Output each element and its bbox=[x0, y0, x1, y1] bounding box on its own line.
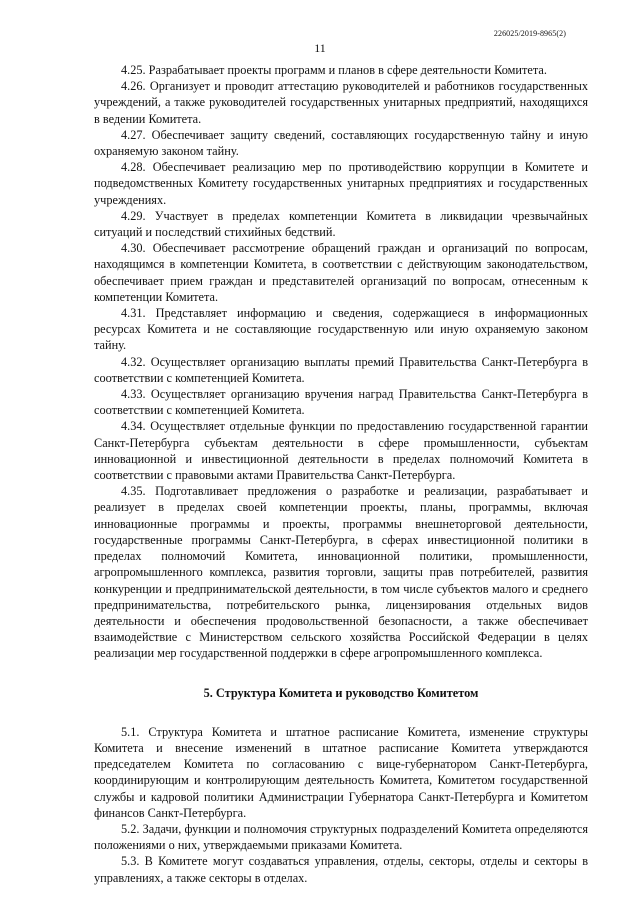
paragraph-5-3: 5.3. В Комитете могут создаваться управления, отделы, секторы, отделы и секторы в управлениях, а также секторы в отделах. bbox=[94, 854, 588, 885]
paragraph-4-33: 4.33. Осуществляет организацию вручения наград Правительства Санкт-Петербурга в соответствии с компетенцией Комитета. bbox=[94, 387, 588, 418]
document-id: 226025/2019-8965(2) bbox=[493, 29, 566, 38]
paragraph-4-32: 4.32. Осуществляет организацию выплаты премий Правительства Санкт-Петербурга в соответствии с компетенцией Комитета. bbox=[94, 354, 588, 385]
paragraph-4-26: 4.26. Организует и проводит аттестацию руководителей и работников государственных учреждений, а также руководителей государственных унитарных предприятий, находящихся в ведении Комитета. bbox=[94, 79, 588, 126]
paragraph-4-35: 4.35. Подготавливает предложения о разработке и реализации, разрабатывает и реализует в пределах своей компетенции проекты, планы, программы, включая инновационные программы и проекты, программы внешнеторговой деятельности, государственные программы Санкт-Петербурга, в сферах инвестиционной политики в пределах полномочий Комитета, инновационной политики, промышленности, агропромышленного комплекса, развития торговли, защиты прав потребителей, развития конкуренции и предпринимательской деятельности, в том числе субъектов малого и среднего предпринимательства, потребительского рынка, лицензирования отдельных видов деятельности и обеспечения продовольственной безопасности, а также обеспечивает взаимодействие с Министерством сельского хозяйства Российской Федерации в целях реализации мер государственной поддержки в сфере агропромышленного комплекса. bbox=[94, 484, 588, 661]
paragraph-4-29: 4.29. Участвует в пределах компетенции Комитета в ликвидации чрезвычайных ситуаций и последствий стихийных бедствий. bbox=[94, 208, 588, 240]
paragraph-4-28: 4.28. Обеспечивает реализацию мер по противодействию коррупции в Комитете и подведомственных Комитету государственных унитарных предприятиях и государственных учреждениях. bbox=[94, 160, 588, 207]
document-body bbox=[94, 62, 588, 886]
paragraph-5-2: 5.2. Задачи, функции и полномочия структурных подразделений Комитета определяются положениями о них, утверждаемыми приказами Комитета. bbox=[94, 821, 588, 853]
section-heading: 5. Структура Комитета и руководство Комитетом bbox=[203, 685, 479, 700]
paragraph-4-30: 4.30. Обеспечивает рассмотрение обращений граждан и организаций по вопросам, находящимся в компетенции Комитета, в соответствии с действующим законодательством, обеспечивает прием граждан и представителей организаций по вопросам, отнесенным к компетенции Комитета. bbox=[94, 241, 588, 304]
paragraph-5-1: 5.1. Структура Комитета и штатное расписание Комитета, изменение структуры Комитета и внесение изменений в штатное расписание Комитета утверждаются председателем Комитета по согласованию с вице-губернатором Санкт-Петербурга, координирующим и контролирующим деятельность Комитета, Комитетом государственной службы и кадровой политики Администрации Губернатора Санкт-Петербурга и Комитетом финансов Санкт-Петербурга. bbox=[94, 724, 588, 820]
paragraph-4-31: 4.31. Представляет информацию и сведения, содержащиеся в информационных ресурсах Комитета и не составляющие государственную или иную охраняемую законом тайну. bbox=[94, 306, 588, 353]
page-number: 11 bbox=[314, 41, 326, 55]
paragraph-4-34: 4.34. Осуществляет отдельные функции по предоставлению государственной гарантии Санкт-Петербурга субъектам деятельности в сфере промышленности, субъектам инновационной и инвестиционной деятельности в пределах полномочий Комитета в соответствии с правовыми актами Правительства Санкт-Петербурга. bbox=[94, 419, 588, 483]
paragraph-4-25: 4.25. Разрабатывает проекты программ и планов в сфере деятельности Комитета. bbox=[121, 63, 547, 77]
paragraph-4-27: 4.27. Обеспечивает защиту сведений, составляющих государственную тайну и иную охраняемую законом тайну. bbox=[94, 127, 588, 159]
